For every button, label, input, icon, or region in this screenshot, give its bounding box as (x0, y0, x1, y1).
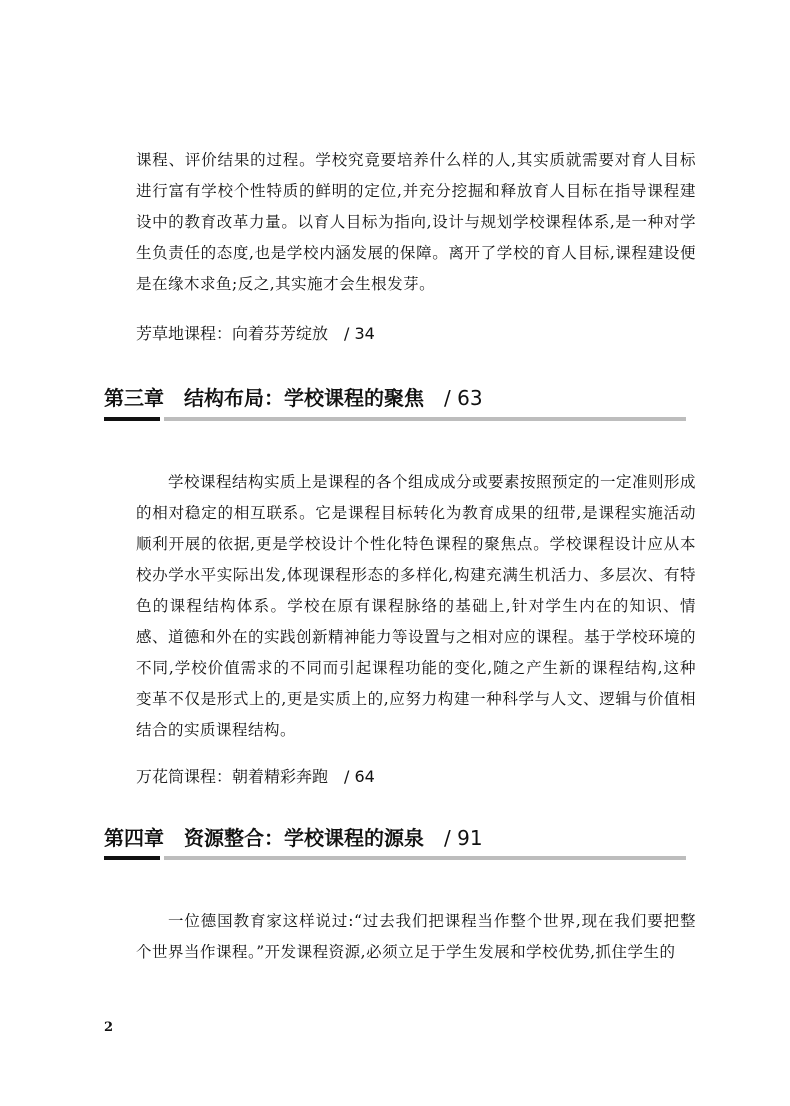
chapter-3-title: 第三章 结构布局：学校课程的聚焦 (104, 386, 444, 410)
subsection-wanhuatong: 万花筒课程：朝着精彩奔跑 / 64 (136, 767, 375, 786)
subsection-fangcaodi: 芳草地课程：向着芬芳绽放 / 34 (136, 324, 375, 343)
chapter-3-heading (104, 382, 483, 411)
chapter-4-rule-gray (164, 856, 686, 860)
chapter-4-page: / 91 (444, 826, 483, 850)
chapter-4-title: 第四章 资源整合：学校课程的源泉 (104, 826, 444, 850)
chapter-3-rule-gray (164, 417, 686, 421)
chapter-3-page: / 63 (444, 386, 483, 410)
chapter-4-heading (104, 822, 483, 851)
chapter-3-rule-dark (104, 417, 160, 421)
chapter-4-rule-dark (104, 856, 160, 860)
paragraph-ch3: 学校课程结构实质上是课程的各个组成成分或要素按照预定的一定准则形成的相对稳定的相互联系。它是课程目标转化为教育成果的纽带,是课程实施活动顺利开展的依据,更是学校设计个性化特色课程的聚焦点。学校课程设计应从本校办学水平实际出发,体现课程形态的多样化,构建充满生机活力、多层次、有特色的课程结构体系。学校在原有课程脉络的基础上,针对学生内在的知识、情感、道德和外在的实践创新精神能力等设置与之相对应的课程。基于学校环境的不同,学校价值需求的不同而引起课程功能的变化,随之产生新的课程结构,这种变革不仅是形式上的,更是实质上的,应努力构建一种科学与人文、逻辑与价值相结合的实质课程结构。 (136, 473, 697, 739)
paragraph-ch4: 一位德国教育家这样说过:“过去我们把课程当作整个世界,现在我们要把整个世界当作课程。”开发课程资源,必须立足于学生发展和学校优势,抓住学生的 (136, 912, 696, 961)
paragraph-ch2-end: 课程、评价结果的过程。学校究竟要培养什么样的人,其实质就需要对育人目标进行富有学校个性特质的鲜明的定位,并充分挖掘和释放育人目标在指导课程建设中的教育改革力量。以育人目标为指向,设计与规划学校课程体系,是一种对学生负责任的态度,也是学校内涵发展的保障。离开了学校的育人目标,课程建设便是在缘木求鱼;反之,其实施才会生根发芽。 (136, 151, 696, 293)
page-number: 2 (104, 1020, 114, 1035)
